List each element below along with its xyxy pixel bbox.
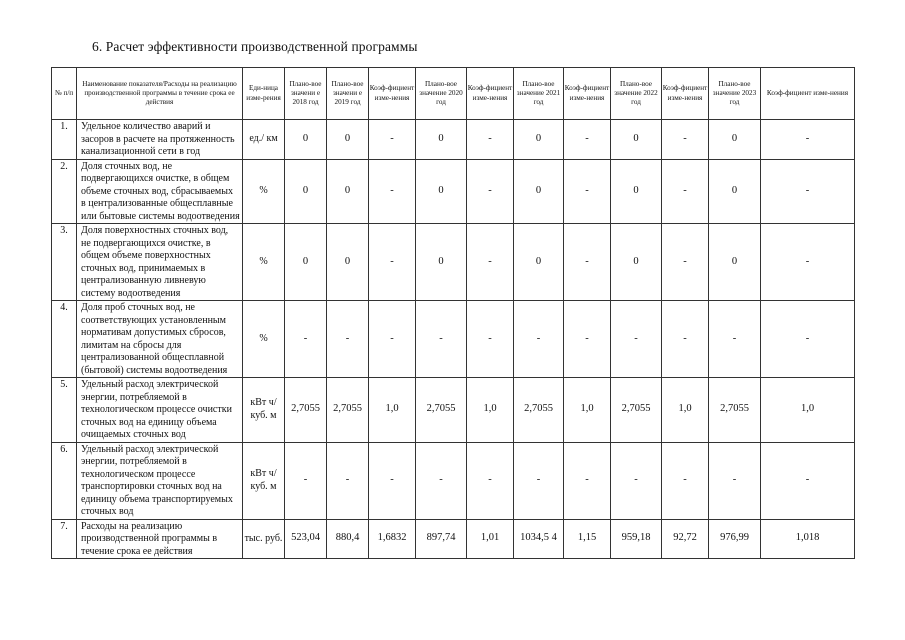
value-cell: - — [662, 120, 709, 160]
header-cell: № п/п — [52, 68, 77, 120]
value-cell: 0 — [514, 224, 564, 301]
header-cell: Плано-вое значение 2022 год — [611, 68, 662, 120]
indicator-name: Доля проб сточных вод, не соответствующих установленным нормативам допустимых сбросов, лимитам на сбросы для централизованной общесплавной (бытовой) системы водоотведения — [77, 301, 243, 378]
unit-cell: ед./ км — [243, 120, 285, 160]
value-cell: 880,4 — [327, 519, 369, 559]
value-cell: - — [662, 301, 709, 378]
value-cell: - — [662, 159, 709, 224]
value-cell: 2,7055 — [611, 378, 662, 443]
value-cell: 0 — [327, 120, 369, 160]
header-cell: Коэф-фициент изме-нения — [662, 68, 709, 120]
row-number: 2. — [52, 159, 77, 224]
table-row — [52, 519, 855, 559]
value-cell: 1034,5 4 — [514, 519, 564, 559]
value-cell: - — [369, 442, 416, 519]
value-cell: 1,018 — [761, 519, 855, 559]
value-cell: 959,18 — [611, 519, 662, 559]
table-row — [52, 378, 855, 443]
value-cell: - — [369, 159, 416, 224]
value-cell: - — [709, 442, 761, 519]
value-cell: 1,0 — [467, 378, 514, 443]
indicator-name: Доля сточных вод, не подвергающихся очистке, в общем объеме сточных вод, сбрасываемых в централизованные общесплавные или бытовые системы водоотведения — [77, 159, 243, 224]
value-cell: - — [564, 159, 611, 224]
table-row — [52, 442, 855, 519]
header-cell: Плано-вое значение 2020 год — [416, 68, 467, 120]
value-cell: - — [611, 301, 662, 378]
value-cell: - — [761, 159, 855, 224]
value-cell: - — [285, 301, 327, 378]
value-cell: 1,0 — [564, 378, 611, 443]
value-cell: - — [761, 120, 855, 160]
row-number: 1. — [52, 120, 77, 160]
value-cell: 523,04 — [285, 519, 327, 559]
value-cell: - — [564, 120, 611, 160]
value-cell: - — [467, 301, 514, 378]
unit-cell: тыс. руб. — [243, 519, 285, 559]
value-cell: - — [327, 442, 369, 519]
value-cell: - — [709, 301, 761, 378]
value-cell: - — [564, 301, 611, 378]
header-cell: Плано-вое значени е 2019 год — [327, 68, 369, 120]
value-cell: - — [467, 224, 514, 301]
indicator-name: Удельное количество аварий и засоров в расчете на протяженность канализационной сети в год — [77, 120, 243, 160]
unit-cell: кВт ч/куб. м — [243, 442, 285, 519]
indicator-name: Доля поверхностных сточных вод, не подвергающихся очистке, в общем объеме поверхностных сточных вод, принимаемых в централизованную ливневую систему водоотведения — [77, 224, 243, 301]
value-cell: - — [761, 442, 855, 519]
value-cell: - — [467, 159, 514, 224]
value-cell: 0 — [709, 159, 761, 224]
value-cell: - — [564, 442, 611, 519]
value-cell: 0 — [709, 224, 761, 301]
value-cell: 0 — [416, 159, 467, 224]
efficiency-table — [51, 67, 855, 559]
row-number: 3. — [52, 224, 77, 301]
header-row — [52, 68, 855, 120]
header-cell: Плано-вое значени е 2018 год — [285, 68, 327, 120]
value-cell: 0 — [611, 120, 662, 160]
value-cell: 0 — [709, 120, 761, 160]
value-cell: 0 — [416, 224, 467, 301]
value-cell: - — [327, 301, 369, 378]
header-cell: Коэф-фициент изме-нения — [369, 68, 416, 120]
value-cell: 0 — [285, 159, 327, 224]
value-cell: 2,7055 — [514, 378, 564, 443]
value-cell: - — [761, 301, 855, 378]
indicator-name: Удельный расход электрической энергии, потребляемой в технологическом процессе очистки сточных вод на единицу объема очищаемых сточных вод — [77, 378, 243, 443]
table-row — [52, 224, 855, 301]
header-cell: Плано-вое значение 2023 год — [709, 68, 761, 120]
value-cell: - — [416, 301, 467, 378]
header-cell: Коэф-фициент изме-нения — [467, 68, 514, 120]
value-cell: - — [369, 301, 416, 378]
value-cell: - — [514, 442, 564, 519]
value-cell: 0 — [611, 224, 662, 301]
value-cell: - — [761, 224, 855, 301]
value-cell: - — [285, 442, 327, 519]
value-cell: 1,6832 — [369, 519, 416, 559]
value-cell: 0 — [285, 224, 327, 301]
header-cell: Плано-вое значение 2021 год — [514, 68, 564, 120]
header-cell: Коэф-фициент изме-нения — [564, 68, 611, 120]
table-row — [52, 120, 855, 160]
value-cell: 92,72 — [662, 519, 709, 559]
header-cell: Коэф-фициент изме-нения — [761, 68, 855, 120]
value-cell: 0 — [416, 120, 467, 160]
value-cell: - — [514, 301, 564, 378]
value-cell: - — [467, 120, 514, 160]
value-cell: 0 — [327, 159, 369, 224]
row-number: 6. — [52, 442, 77, 519]
value-cell: 0 — [327, 224, 369, 301]
section-title: 6. Расчет эффективности производственной программы — [92, 39, 418, 54]
value-cell: 0 — [514, 120, 564, 160]
value-cell: - — [611, 442, 662, 519]
value-cell: 0 — [611, 159, 662, 224]
header-cell: Наименование показателя/Расходы на реализацию производственной программы в течение срока ее действия — [77, 68, 243, 120]
value-cell: 1,0 — [662, 378, 709, 443]
row-number: 4. — [52, 301, 77, 378]
value-cell: - — [564, 224, 611, 301]
indicator-name: Удельный расход электрической энергии, потребляемой в технологическом процессе транспортировки сточных вод на единицу объема транспортируемых сточных вод — [77, 442, 243, 519]
value-cell: 0 — [514, 159, 564, 224]
value-cell: 0 — [285, 120, 327, 160]
unit-cell: % — [243, 301, 285, 378]
value-cell: - — [369, 120, 416, 160]
table-row — [52, 159, 855, 224]
table-row — [52, 301, 855, 378]
value-cell: - — [662, 442, 709, 519]
header-cell: Еди-ница изме-рения — [243, 68, 285, 120]
value-cell: 1,15 — [564, 519, 611, 559]
value-cell: 2,7055 — [285, 378, 327, 443]
row-number: 5. — [52, 378, 77, 443]
unit-cell: % — [243, 159, 285, 224]
value-cell: - — [416, 442, 467, 519]
value-cell: - — [662, 224, 709, 301]
unit-cell: кВт ч/куб. м — [243, 378, 285, 443]
unit-cell: % — [243, 224, 285, 301]
value-cell: 2,7055 — [327, 378, 369, 443]
value-cell: - — [467, 442, 514, 519]
indicator-name: Расходы на реализацию производственной программы в течение срока ее действия — [77, 519, 243, 559]
value-cell: 976,99 — [709, 519, 761, 559]
value-cell: 1,0 — [369, 378, 416, 443]
value-cell: 897,74 — [416, 519, 467, 559]
value-cell: - — [369, 224, 416, 301]
value-cell: 2,7055 — [709, 378, 761, 443]
value-cell: 1,0 — [761, 378, 855, 443]
value-cell: 2,7055 — [416, 378, 467, 443]
row-number: 7. — [52, 519, 77, 559]
value-cell: 1,01 — [467, 519, 514, 559]
